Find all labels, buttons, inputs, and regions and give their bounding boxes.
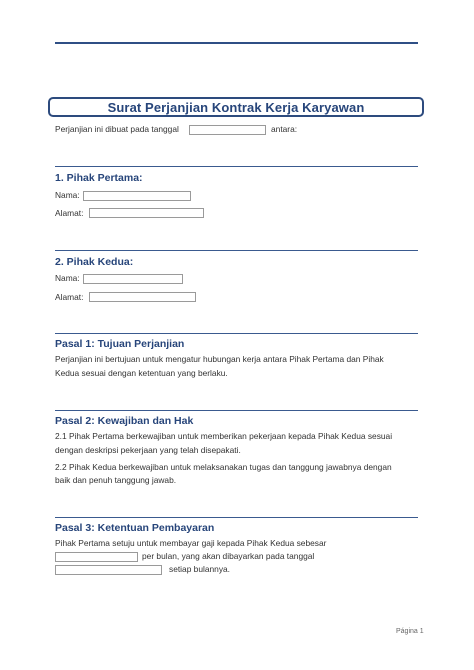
pihak-pertama-alamat-label: Alamat: [55,208,84,218]
pasal-2-2-line-1: 2.2 Pihak Kedua berkewajiban untuk melaksanakan tugas dan tanggung jawabnya dengan [55,462,392,472]
pihak-kedua-heading: 2. Pihak Kedua: [55,256,134,268]
pasal-2-1-line-2: dengan deskripsi pekerjaan yang telah disepakati. [55,445,241,455]
pasal-2-heading: Pasal 2: Kewajiban dan Hak [55,415,194,427]
pihak-kedua-nama-field[interactable] [83,274,183,284]
section-divider [55,517,418,518]
pihak-kedua-alamat-field[interactable] [89,292,196,302]
pihak-pertama-nama-field[interactable] [83,191,191,201]
page-number: Página 1 [396,628,424,635]
pasal-1-text-line-2: Kedua sesuai dengan ketentuan yang berlaku. [55,368,228,378]
section-divider [55,250,418,251]
document-title: Surat Perjanjian Kontrak Kerja Karyawan [107,99,365,115]
pasal-3-line-2: per bulan, yang akan dibayarkan pada tanggal [142,551,315,561]
pasal-2-1-line-1: 2.1 Pihak Pertama berkewajiban untuk memberikan pekerjaan kepada Pihak Kedua sesuai [55,431,393,441]
pihak-pertama-nama-label: Nama: [55,190,80,200]
top-divider [55,42,418,44]
pihak-pertama-alamat-field[interactable] [89,208,204,218]
gaji-amount-field[interactable] [55,552,138,562]
section-divider [55,166,418,167]
intro-suffix: antara: [271,124,298,134]
pasal-1-text-line-1: Perjanjian ini bertujuan untuk mengatur hubungan kerja antara Pihak Pertama dan Pihak [55,354,384,364]
pasal-2-2-line-2: baik dan penuh tanggung jawab. [55,475,177,485]
pasal-1-heading: Pasal 1: Tujuan Perjanjian [55,338,185,350]
pihak-pertama-heading: 1. Pihak Pertama: [55,172,143,184]
pihak-kedua-alamat-label: Alamat: [55,292,84,302]
section-divider [55,333,418,334]
pasal-3-line-3: setiap bulannya. [169,564,230,574]
document-title-box [48,97,424,117]
pasal-3-heading: Pasal 3: Ketentuan Pembayaran [55,522,215,534]
date-field[interactable] [189,125,266,135]
section-divider [55,410,418,411]
intro-prefix: Perjanjian ini dibuat pada tanggal [55,124,179,134]
payment-date-field[interactable] [55,565,162,575]
pihak-kedua-nama-label: Nama: [55,273,80,283]
pasal-3-line-1: Pihak Pertama setuju untuk membayar gaji kepada Pihak Kedua sebesar [55,538,327,548]
